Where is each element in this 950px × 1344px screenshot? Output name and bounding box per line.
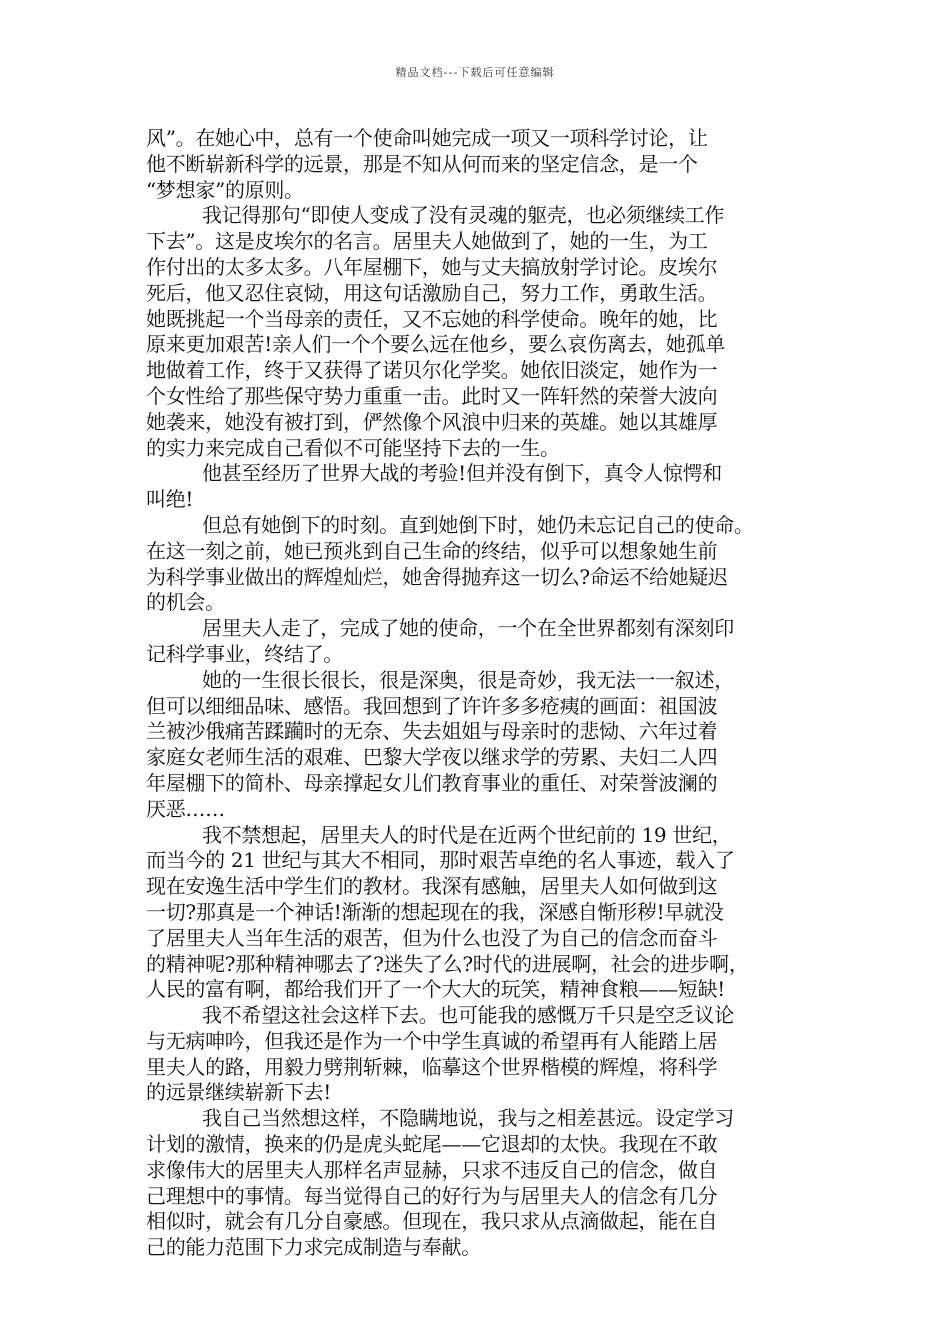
text-line: 我不禁想起，居里夫人的时代是在近两个世纪前的 19 世纪， <box>202 822 732 847</box>
text-line: 她袭来，她没有被打到，俨然像个风浪中归来的英雄。她以其雄厚 <box>146 409 718 434</box>
text-line: 地做着工作，终于又获得了诺贝尔化学奖。她依旧淡定，她作为一 <box>146 358 718 383</box>
text-line: 与无病呻吟，但我还是作为一个中学生真诚的希望再有人能踏上居 <box>146 1028 718 1053</box>
text-line: 我记得那句“即使人变成了没有灵魂的躯壳，也必须继续工作 <box>202 203 725 228</box>
text-line: 相似时，就会有几分自豪感。但现在，我只求从点滴做起，能在自 <box>146 1209 718 1234</box>
text-line: 一切?那真是一个神话!渐渐的想起现在的我，深感自惭形秽!早就没 <box>146 899 724 924</box>
text-line: 居里夫人走了，完成了她的使命，一个在全世界都刻有深刻印 <box>202 616 734 641</box>
text-line: 现在安逸生活中学生们的教材。我深有感触，居里夫人如何做到这 <box>146 874 718 899</box>
page-header: 精品文档---下载后可任意编辑 <box>395 66 555 79</box>
text-line: 她既挑起一个当母亲的责任，又不忘她的科学使命。晚年的她，比 <box>146 306 718 331</box>
text-line: 我不希望这社会这样下去。也可能我的感慨万千只是空乏议论 <box>202 1003 734 1028</box>
text-line: “梦想家”的原则。 <box>146 177 304 202</box>
text-line: 年屋棚下的简朴、母亲撑起女儿们教育事业的重任、对荣誉波澜的 <box>146 770 718 795</box>
text-line: 下去”。这是皮埃尔的名言。居里夫人她做到了，她的一生，为工 <box>146 229 708 254</box>
text-line: 作付出的太多太多。八年屋棚下，她与丈夫搞放射学讨论。皮埃尔 <box>146 254 718 279</box>
text-line: 为科学事业做出的辉煌灿烂，她舍得抛弃这一切么?命运不给她疑迟 <box>146 564 728 589</box>
text-line: 了居里夫人当年生活的艰苦，但为什么也没了为自己的信念而奋斗 <box>146 925 718 950</box>
text-line: 个女性给了那些保守势力重重一击。此时又一阵轩然的荣誉大波向 <box>146 383 718 408</box>
text-line: 她的一生很长很长，很是深奥，很是奇妙，我无法一一叙述， <box>202 667 734 692</box>
text-line: 原来更加艰苦!亲人们一个个要么远在他乡，要么哀伤离去，她孤单 <box>146 332 726 357</box>
text-line: 厌恶…… <box>146 796 225 821</box>
text-line: 的精神呢?那种精神哪去了?迷失了么?时代的进展啊，社会的进步啊， <box>146 951 749 976</box>
text-line: 记科学事业，终结了。 <box>146 641 343 666</box>
text-line: 风”。在她心中，总有一个使命叫她完成一项又一项科学讨论，让 <box>146 126 708 150</box>
document-body <box>146 126 806 1261</box>
text-line: 我自己当然想这样，不隐瞒地说，我与之相差甚远。设定学习 <box>202 1106 734 1131</box>
text-line: 计划的激情，换来的仍是虎头蛇尾——它退却的太快。我现在不敢 <box>146 1132 718 1157</box>
text-line: 的机会。 <box>146 590 225 615</box>
text-line: 但总有她倒下的时刻。直到她倒下时，她仍未忘记自己的使命。 <box>202 512 754 537</box>
text-line: 己的能力范围下力求完成制造与奉献。 <box>146 1235 481 1260</box>
text-line: 而当今的 21 世纪与其大不相同，那时艰苦卓绝的名人事迹，载入了 <box>146 848 735 873</box>
text-line: 家庭女老师生活的艰难、巴黎大学夜以继求学的劳累、夫妇二人四 <box>146 745 718 770</box>
text-line: 人民的富有啊，都给我们开了一个大大的玩笑，精神食粮——短缺! <box>146 977 726 1002</box>
text-line: 的实力来完成自己看似不可能坚持下去的一生。 <box>146 435 560 460</box>
text-line: 他不断崭新科学的远景，那是不知从何而来的坚定信念，是一个 <box>146 151 698 176</box>
text-line: 他甚至经历了世界大战的考验!但并没有倒下，真令人惊愕和 <box>202 461 722 486</box>
text-line: 但可以细细品味、感悟。我回想到了许许多多疮痍的画面：祖国波 <box>146 693 718 718</box>
text-line: 兰被沙俄痛苦蹂躏时的无奈、失去姐姐与母亲时的悲恸、六年过着 <box>146 719 718 744</box>
text-line: 死后，他又忍住哀恸，用这句话激励自己，努力工作，勇敢生活。 <box>146 280 718 305</box>
text-line: 己理想中的事情。每当觉得自己的好行为与居里夫人的信念有几分 <box>146 1183 718 1208</box>
text-line: 叫绝! <box>146 487 194 512</box>
text-line: 里夫人的路，用毅力劈荆斩棘，临摹这个世界楷模的辉煌，将科学 <box>146 1054 718 1079</box>
text-line: 在这一刻之前，她已预兆到自己生命的终结，似乎可以想象她生前 <box>146 538 718 563</box>
text-line: 的远景继续崭新下去! <box>146 1080 332 1105</box>
text-line: 求像伟大的居里夫人那样名声显赫，只求不违反自己的信念，做自 <box>146 1157 718 1182</box>
